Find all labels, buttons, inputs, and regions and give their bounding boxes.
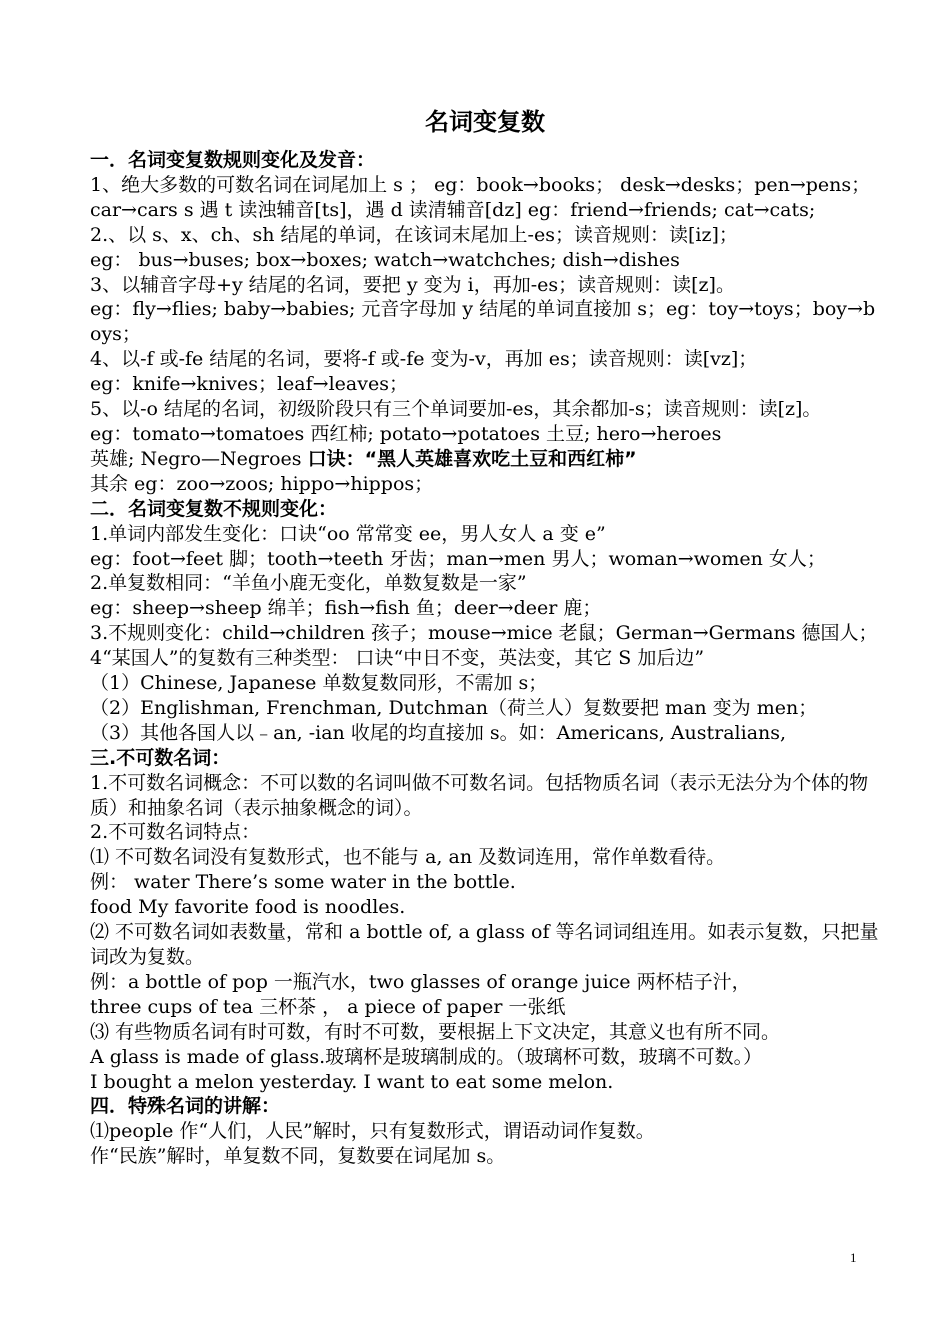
line-text: 作“民族”解时，单复数不同，复数要在词尾加 s。 (90, 1145, 506, 1168)
line-text: 1、绝大多数的可数名词在词尾加上 s ； eg：book→books； desk→desks；pen→pens；car→cars s 遇 t 读浊辅音[ts]，遇 d 读清辅音[dz] eg：friend→friends; cat→cats; (90, 173, 871, 221)
line-text: 二．名词变复数不规则变化： (90, 497, 338, 520)
text-line (90, 1070, 880, 1095)
text-line (90, 895, 880, 920)
text-line (90, 870, 880, 895)
line-text: ⑵ 不可数名词如表数量，常和 a bottle of, a glass of 等名词词组连用。如表示复数，只把量词改为复数。 (90, 921, 879, 968)
line-text: 四．特殊名词的讲解： (90, 1095, 281, 1118)
text-line (90, 621, 880, 646)
line-text: 英雄; Negro—Negroes (90, 447, 308, 470)
text-line (90, 522, 880, 547)
line-text: （1）Chinese, Japanese 单数复数同形，不需加 s； (90, 672, 548, 695)
text-line (90, 571, 880, 596)
text-line (90, 297, 880, 347)
text-line (90, 1045, 880, 1070)
line-text: 三.不可数名词： (90, 746, 231, 769)
text-line (90, 1144, 880, 1169)
text-line (90, 820, 880, 845)
line-text: 例： water There’s some water in the bottle. (90, 871, 516, 894)
page-title: 名词变复数 (425, 108, 545, 136)
line-text: （3）其他各国人以﹣an, -ian 收尾的均直接加 s。如：Americans, Australians, (90, 721, 787, 744)
line-text: three cups of tea 三杯茶 ， a piece of paper 一张纸 (90, 995, 566, 1018)
text-line (90, 347, 880, 372)
line-text: eg：knife→knives；leaf→leaves； (90, 373, 408, 396)
line-text: 3.不规则变化：child→children 孩子；mouse→mice 老鼠；German→Germans 德国人； (90, 622, 878, 645)
line-text: ⑴ 不可数名词没有复数形式，也不能与 a, an 及数词连用，常作单数看待。 (90, 846, 726, 869)
text-line (90, 721, 880, 746)
mnemonic-bold: 口诀：“黑人英雄喜欢吃土豆和西红柿” (307, 447, 637, 470)
line-text: 4、以-f 或-fe 结尾的名词，要将-f 或-fe 变为-v，再加 es；读音规则：读[vz]； (90, 348, 758, 371)
text-line (90, 397, 880, 422)
text-line (90, 970, 880, 995)
page-number: 1 (850, 1250, 857, 1265)
line-text: （2）Englishman, Frenchman, Dutchman（荷兰人）复数要把 man 变为 men； (90, 696, 818, 719)
line-text: 3、以辅音字母+y 结尾的名词，要把 y 变为 i，再加-es；读音规则：读[z]。 (90, 273, 735, 296)
text-line (90, 995, 880, 1020)
line-text: eg：sheep→sheep 绵羊；fish→fish 鱼；deer→deer 鹿； (90, 597, 602, 620)
text-line (90, 920, 880, 970)
line-text: 例：a bottle of pop 一瓶汽水，two glasses of orange juice 两杯桔子汁， (90, 970, 751, 993)
text-line (90, 223, 880, 248)
text-line (90, 422, 880, 447)
line-text: 一．名词变复数规则变化及发音： (90, 149, 376, 171)
line-text: 5、以-o 结尾的名词，初级阶段只有三个单词要加-es，其余都加-s；读音规则：读[z]。 (90, 398, 822, 421)
line-text: ⑴people 作“人们，人民”解时，只有复数形式，谓语动词作复数。 (90, 1120, 655, 1143)
section-heading (90, 497, 880, 522)
text-line (90, 646, 880, 671)
line-text: 2.不可数名词特点： (90, 821, 261, 844)
line-text: eg： bus→buses; box→boxes; watch→watchches; dish→dishes (90, 248, 680, 271)
line-text: 1.单词内部发生变化：口诀“oo 常常变 ee，男人女人 a 变 e” (90, 522, 606, 545)
line-text: A glass is made of glass.玻璃杯是玻璃制成的。（玻璃杯可数，玻璃不可数。） (90, 1045, 763, 1068)
section-heading (90, 746, 880, 771)
line-text: 2.、以 s、x、ch、sh 结尾的单词，在该词末尾加上-es；读音规则：读[iz]； (90, 223, 738, 246)
text-line (90, 472, 880, 497)
text-line (90, 671, 880, 696)
text-line (90, 447, 880, 472)
text-line (90, 696, 880, 721)
line-text: ⑶ 有些物质名词有时可数，有时不可数，要根据上下文决定，其意义也有所不同。 (90, 1020, 781, 1043)
text-line (90, 173, 880, 223)
document-page (90, 104, 880, 1169)
document-body (90, 148, 880, 1169)
text-line (90, 771, 880, 821)
text-line (90, 273, 880, 298)
line-text: 1.不可数名词概念：不可以数的名词叫做不可数名词。包括物质名词（表示无法分为个体的物质）和抽象名词（表示抽象概念的词）。 (90, 771, 869, 819)
section-heading (90, 1094, 880, 1119)
line-text: 2.单复数相同：“羊鱼小鹿无变化，单数复数是一家” (90, 572, 527, 595)
text-line (90, 248, 880, 273)
line-text: eg：fly→flies; baby→babies; 元音字母加 y 结尾的单词直接加 s；eg：toy→toys；boy→boys； (90, 298, 876, 346)
text-line (90, 596, 880, 621)
line-text: 其余 eg：zoo→zoos; hippo→hippos； (90, 472, 434, 495)
line-text: eg：tomato→tomatoes 西红柿; potato→potatoes 土豆; hero→heroes (90, 422, 722, 445)
section-heading (90, 148, 880, 173)
text-line (90, 845, 880, 870)
line-text: food My favorite food is noodles. (90, 896, 406, 919)
text-line (90, 372, 880, 397)
text-line (90, 1119, 880, 1144)
text-line (90, 1020, 880, 1045)
text-line (90, 547, 880, 572)
line-text: I bought a melon yesterday. I want to eat some melon. (90, 1070, 614, 1093)
line-text: eg：foot→feet 脚；tooth→teeth 牙齿；man→men 男人；woman→women 女人； (90, 547, 826, 570)
line-text: 4“某国人”的复数有三种类型： 口诀“中日不变，英法变，其它 S 加后边” (90, 647, 705, 670)
